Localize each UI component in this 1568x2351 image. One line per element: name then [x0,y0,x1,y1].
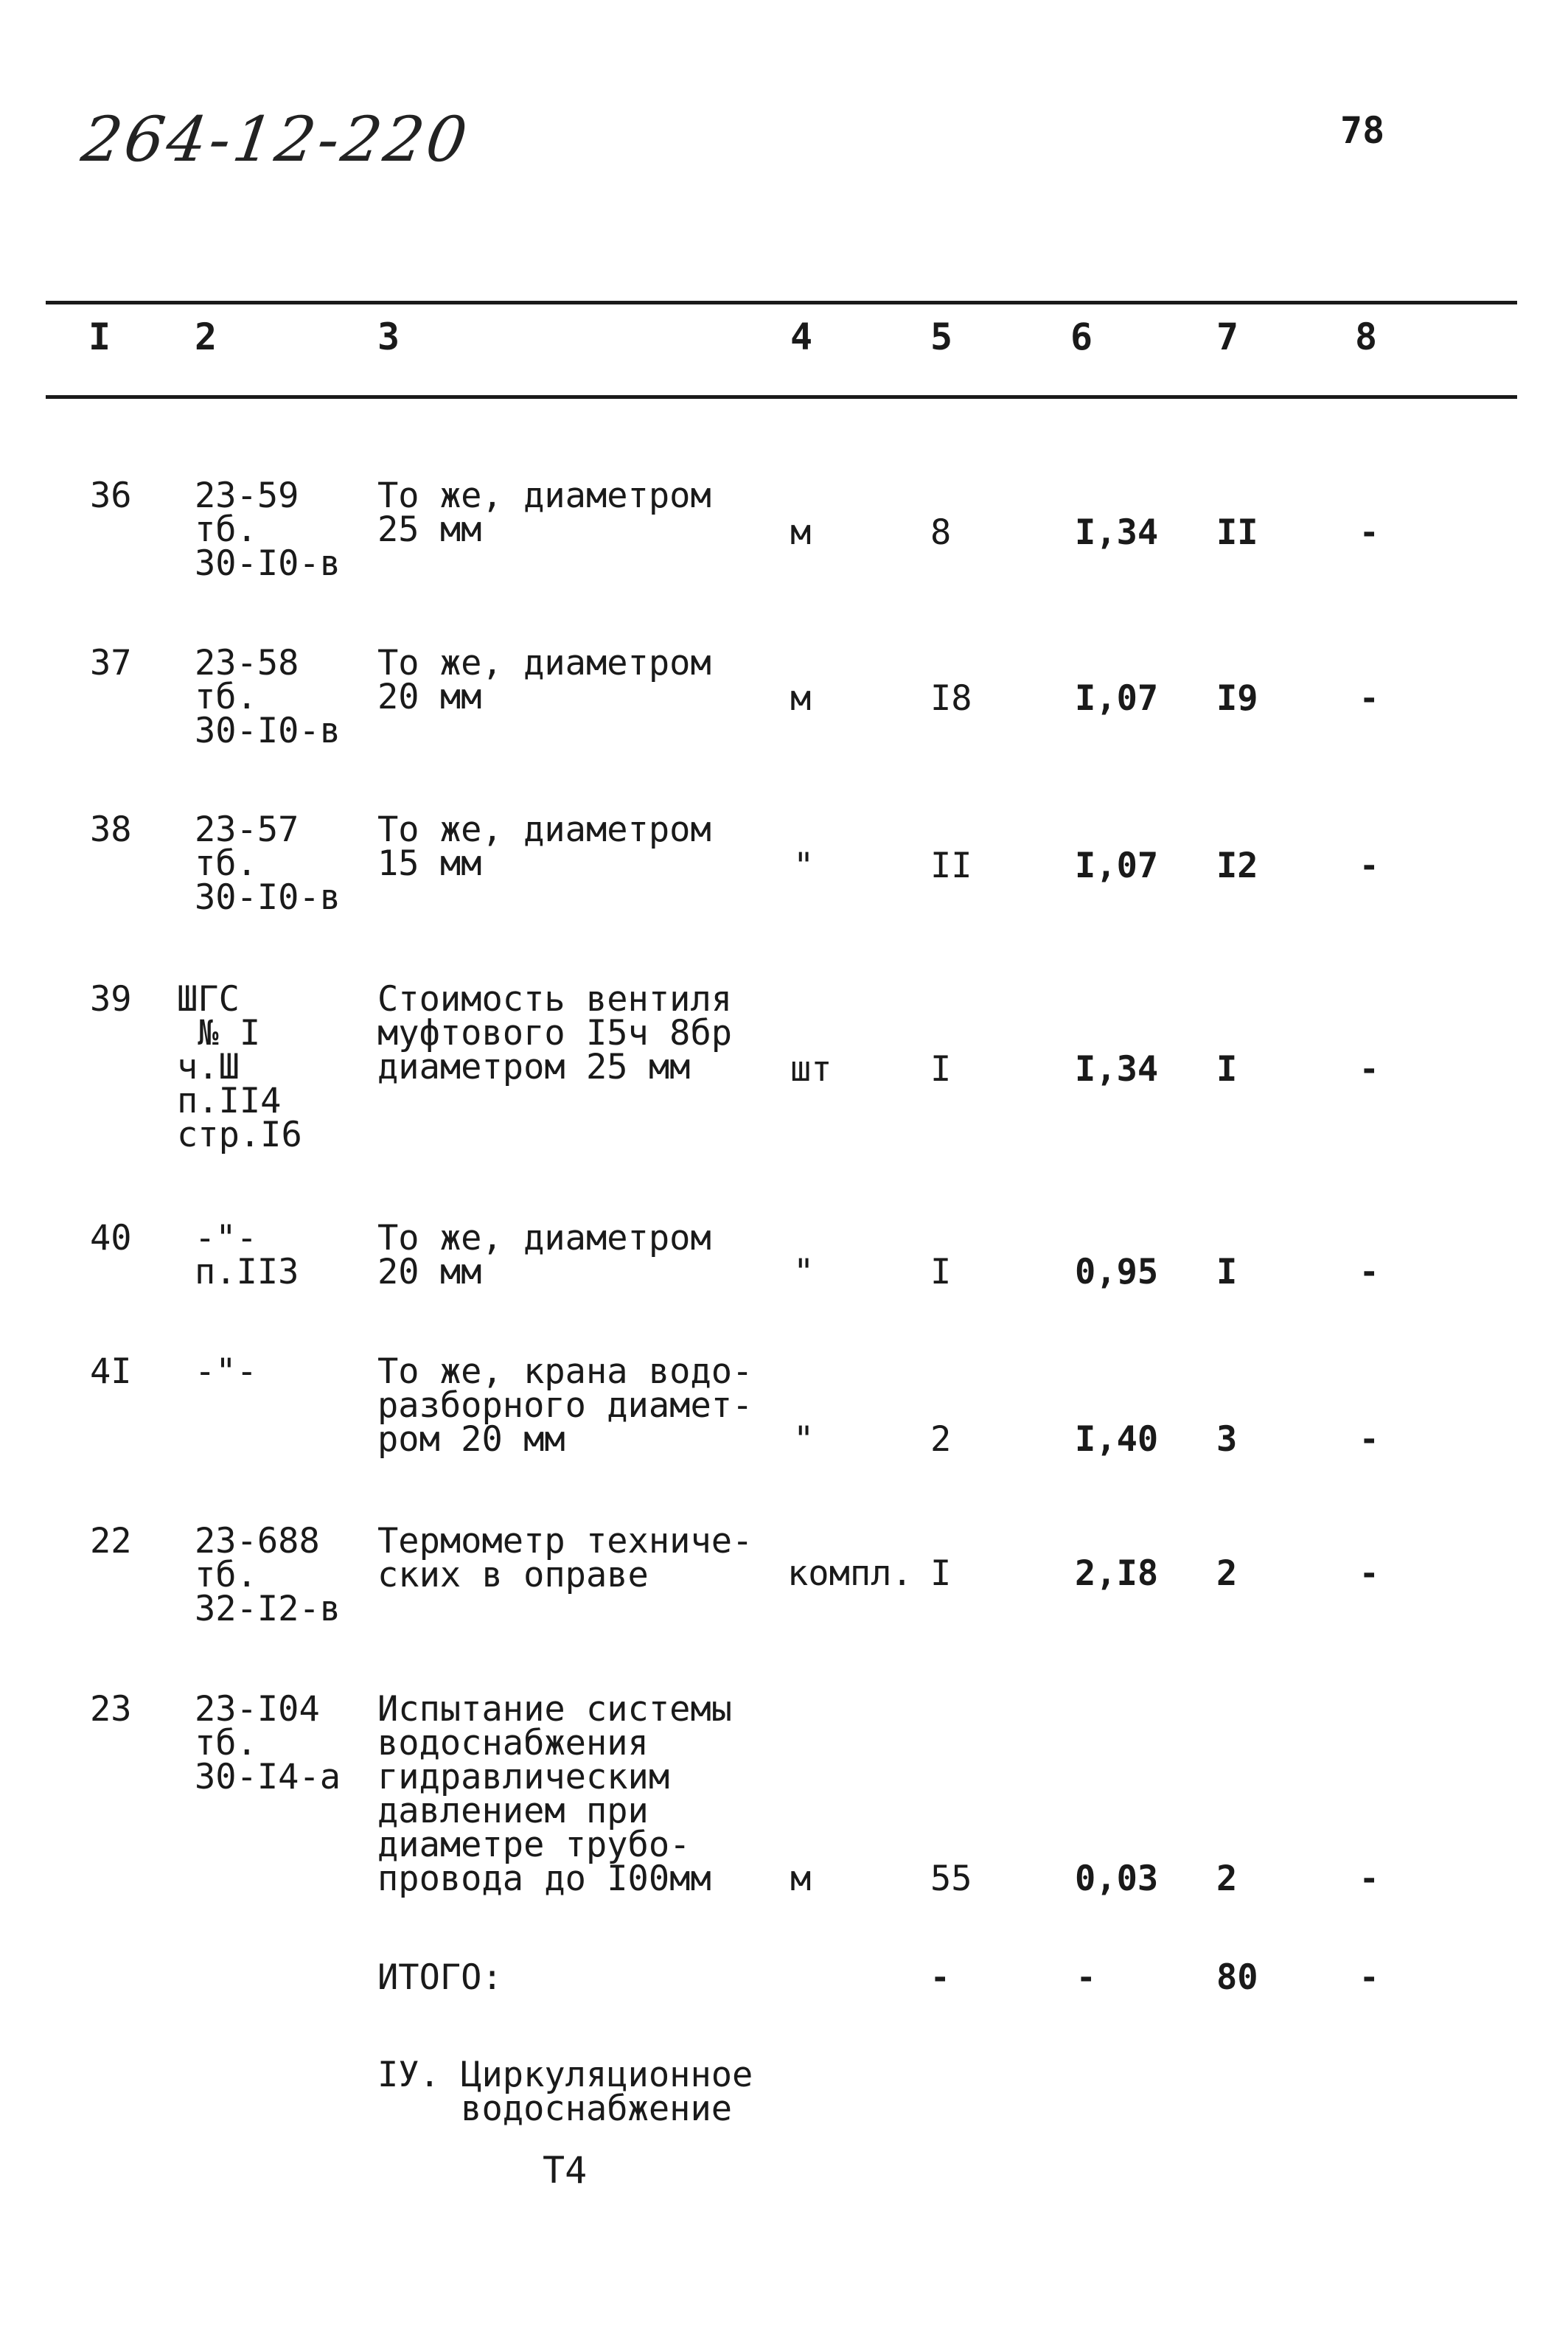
total-column-8: - [1359,1959,1379,1996]
quantity: I [930,1252,952,1292]
quantity: 2 [930,1419,952,1460]
item-description: То же, диаметром 20 мм [377,1218,711,1292]
unit: " [793,1252,815,1292]
unit-price: I,07 [1075,846,1159,886]
total-label: ИТОГО: [377,1957,503,1998]
unit-price: 0,03 [1075,1859,1159,1899]
column-header-8: 8 [1355,316,1378,358]
total-cost: 2 [1216,1859,1238,1899]
unit: м [790,512,812,553]
quantity: 55 [930,1859,972,1899]
unit: компл. [787,1553,913,1594]
quantity: I [930,1553,952,1594]
row-number: 36 [90,476,132,516]
norm-code: 23-57 тб. 30-I0-в [195,809,341,918]
total-cost: II [1216,512,1258,553]
table-header-rule [46,395,1517,399]
row-number: 22 [90,1521,132,1561]
column-header-2: 2 [195,316,217,358]
quantity: I [930,1049,952,1090]
norm-code: ШГС № I ч.Ш п.II4 стр.I6 [177,979,302,1155]
item-description: Стоимость вентиля муфтового I5ч 8бр диаметром 25 мм [377,979,733,1087]
unit: " [793,1419,815,1460]
grand-total: 80 [1216,1957,1258,1998]
unit-price: I,34 [1075,512,1159,553]
item-description: То же, диаметром 20 мм [377,643,711,717]
norm-code: -"- [195,1351,257,1392]
column-8-value: - [1359,847,1379,885]
total-price: - [1076,1959,1096,1996]
norm-code: 23-58 тб. 30-I0-в [195,643,341,751]
row-number: 37 [90,643,132,683]
unit-price: 0,95 [1075,1252,1159,1292]
total-quantity: - [930,1959,950,1996]
total-cost: I2 [1216,846,1258,886]
row-number: 38 [90,809,132,850]
item-description: То же, диаметром 25 мм [377,476,711,550]
column-header-7: 7 [1216,316,1239,358]
column-header-1: I [88,316,111,358]
column-header-4: 4 [790,316,813,358]
item-description: То же, крана водо- разборного диамет- ром 20 мм [377,1351,753,1460]
page-number: 78 [1340,109,1385,152]
norm-code: 23-59 тб. 30-I0-в [195,476,341,584]
column-8-value: - [1359,1253,1379,1291]
footer-mark: Т4 [543,2149,588,2192]
total-cost: I [1216,1252,1238,1292]
total-cost: 3 [1216,1419,1238,1460]
column-header-6: 6 [1070,316,1093,358]
total-cost: I9 [1216,678,1258,719]
unit-price: I,07 [1075,678,1159,719]
row-number: 23 [90,1689,132,1730]
table-top-rule [46,301,1517,304]
column-8-value: - [1359,1555,1379,1592]
norm-code: 23-688 тб. 32-I2-в [195,1521,341,1629]
quantity: I8 [930,678,972,719]
row-number: 4I [90,1351,132,1392]
document-code: 264-12-220 [77,103,475,175]
quantity: 8 [930,512,952,553]
column-8-value: - [1359,1051,1379,1088]
item-description: Испытание системы водоснабжения гидравлическим давлением при диаметре трубо- провода до I00мм [377,1689,733,1899]
unit: м [790,1859,812,1899]
row-number: 39 [90,979,132,1020]
column-8-value: - [1359,514,1379,551]
quantity: II [930,846,972,886]
total-cost: I [1216,1049,1238,1090]
column-8-value: - [1359,1860,1379,1898]
row-number: 40 [90,1218,132,1258]
column-8-value: - [1359,1421,1379,1458]
unit: " [793,846,815,886]
column-header-3: 3 [377,316,400,358]
unit: шт [790,1049,832,1090]
item-description: То же, диаметром 15 мм [377,809,711,884]
total-cost: 2 [1216,1553,1238,1594]
column-8-value: - [1359,680,1379,717]
unit-price: 2,I8 [1075,1553,1159,1594]
section-title: IУ. Циркуляционное водоснабжение [377,2055,753,2129]
column-header-5: 5 [930,316,953,358]
unit-price: I,40 [1075,1419,1159,1460]
norm-code: -"- п.II3 [195,1218,299,1292]
norm-code: 23-I04 тб. 30-I4-а [195,1689,341,1797]
unit: м [790,678,812,719]
unit-price: I,34 [1075,1049,1159,1090]
item-description: Термометр техниче- ских в оправе [377,1521,753,1595]
